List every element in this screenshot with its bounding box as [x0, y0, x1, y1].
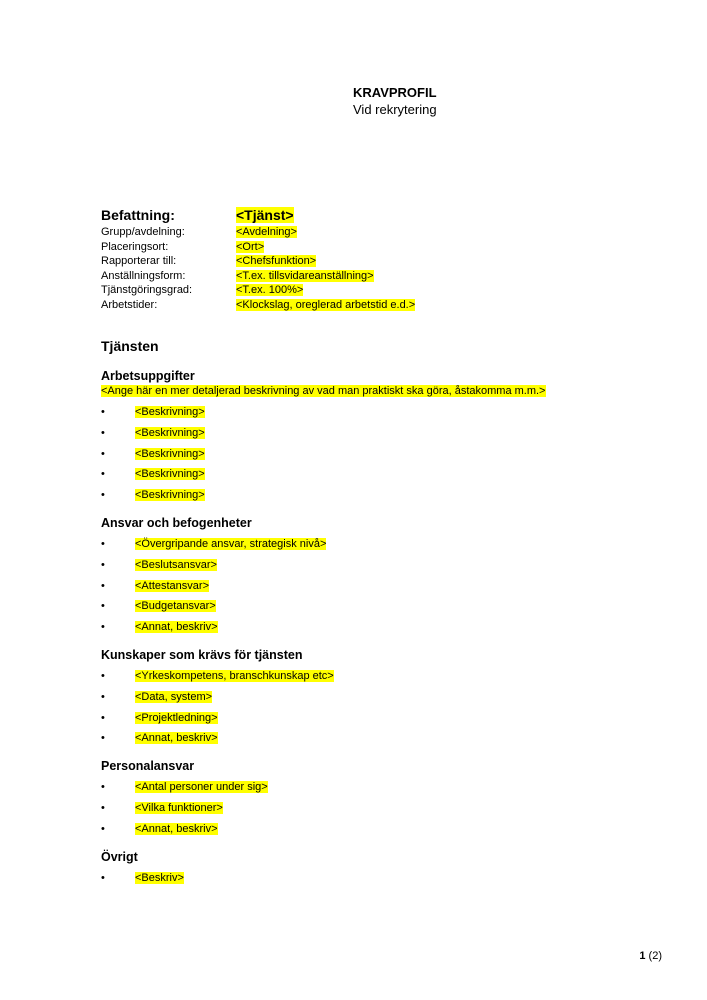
fact-value-placeholder: <Klockslag, oreglerad arbetstid e.d.> — [236, 298, 416, 311]
list-item-placeholder: <Vilka funktioner> — [135, 801, 223, 814]
position-facts — [101, 207, 661, 312]
bullet-list — [101, 402, 681, 506]
list-item-placeholder: <Annat, beskriv> — [135, 822, 218, 835]
group-title: Arbetsuppgifter — [101, 369, 195, 383]
list-item — [101, 444, 681, 465]
document-title: KRAVPROFIL — [353, 85, 437, 100]
list-item-placeholder: <Attestansvar> — [135, 579, 209, 592]
bullet-icon: • — [101, 801, 105, 814]
bullet-icon: • — [101, 489, 105, 502]
requirement-group — [101, 647, 681, 749]
fact-label: Arbetstider: — [101, 298, 158, 311]
list-item — [101, 555, 681, 576]
page-number-total: (2) — [648, 950, 662, 962]
list-item-placeholder: <Annat, beskriv> — [135, 621, 218, 634]
list-item-placeholder: <Data, system> — [135, 690, 213, 703]
document-subtitle: Vid rekrytering — [353, 102, 437, 117]
bullet-icon: • — [101, 600, 105, 613]
page-number-current: 1 — [639, 950, 646, 962]
bullet-icon: • — [101, 558, 105, 571]
group-title: Ansvar och befogenheter — [101, 515, 252, 530]
group-title: Övrigt — [101, 849, 138, 864]
fact-value-placeholder: <Tjänst> — [236, 207, 294, 223]
list-item — [101, 464, 681, 485]
fact-value-placeholder: <Ort> — [236, 240, 265, 253]
fact-row — [101, 283, 661, 298]
fact-row — [101, 225, 661, 240]
list-item — [101, 596, 681, 617]
list-item-placeholder: <Beskrivning> — [135, 426, 205, 439]
bullet-list — [101, 666, 681, 749]
fact-label: Tjänstgöringsgrad: — [101, 284, 193, 296]
list-item — [101, 666, 681, 687]
bullet-icon: • — [101, 871, 105, 884]
fact-row — [101, 298, 661, 313]
group-title: Personalansvar — [101, 759, 195, 774]
fact-row — [101, 240, 661, 255]
requirement-group — [101, 849, 681, 889]
requirement-group — [101, 368, 681, 506]
list-item-placeholder: <Beskrivning> — [135, 406, 205, 418]
list-item-placeholder: <Övergripande ansvar, strategisk nivå> — [135, 537, 327, 550]
bullet-icon: • — [101, 621, 105, 634]
list-item — [101, 868, 681, 889]
requirement-group — [101, 758, 681, 839]
page-number — [639, 950, 662, 962]
list-item-placeholder: <Beskrivning> — [135, 489, 205, 502]
fact-row-befattning — [101, 207, 661, 224]
bullet-icon: • — [101, 781, 105, 794]
fact-label: Placeringsort: — [101, 240, 169, 253]
fact-value-placeholder: <Avdelning> — [236, 226, 297, 238]
list-item — [101, 777, 681, 798]
bullet-icon: • — [101, 690, 105, 703]
list-item — [101, 617, 681, 638]
fact-label: Anställningsform: — [101, 269, 186, 282]
list-item — [101, 534, 681, 555]
list-item — [101, 423, 681, 444]
list-item-placeholder: <Beskrivning> — [135, 447, 205, 460]
bullet-icon: • — [101, 447, 105, 460]
list-item-placeholder: <Beskrivning> — [135, 468, 205, 481]
list-item — [101, 687, 681, 708]
section-title: Tjänsten — [101, 338, 159, 354]
list-item-placeholder: <Beslutsansvar> — [135, 558, 217, 571]
list-item-placeholder: <Annat, beskriv> — [135, 732, 218, 745]
list-item — [101, 819, 681, 840]
bullet-icon: • — [101, 468, 105, 481]
bullet-icon: • — [101, 579, 105, 592]
list-item-placeholder: <Projektledning> — [135, 711, 218, 724]
bullet-list — [101, 534, 681, 638]
list-item-placeholder: <Yrkeskompetens, branschkunskap etc> — [135, 669, 334, 682]
group-intro-placeholder: <Ange här en mer detaljerad beskrivning av vad man praktiskt ska göra, åstakomma m.m.> — [101, 385, 546, 397]
requirement-group — [101, 515, 681, 638]
fact-value-placeholder: <Chefsfunktion> — [236, 255, 317, 267]
bullet-icon: • — [101, 711, 105, 724]
bullet-icon: • — [101, 669, 105, 682]
bullet-icon: • — [101, 426, 105, 439]
list-item-placeholder: <Antal personer under sig> — [135, 781, 268, 794]
bullet-list — [101, 868, 681, 889]
list-item — [101, 728, 681, 749]
list-item — [101, 576, 681, 597]
fact-label: Grupp/avdelning: — [101, 226, 185, 238]
fact-row — [101, 254, 661, 269]
list-item-placeholder: <Beskriv> — [135, 871, 184, 884]
list-item-placeholder: <Budgetansvar> — [135, 600, 216, 613]
list-item — [101, 485, 681, 506]
bullet-list — [101, 777, 681, 839]
bullet-icon: • — [101, 822, 105, 835]
fact-value-placeholder: <T.ex. tillsvidareanställning> — [236, 269, 374, 282]
bullet-icon: • — [101, 537, 105, 550]
fact-label: Rapporterar till: — [101, 255, 177, 267]
bullet-icon: • — [101, 406, 105, 418]
fact-value-placeholder: <T.ex. 100%> — [236, 284, 304, 296]
list-item — [101, 402, 681, 423]
requirements-content — [101, 368, 681, 897]
group-title: Kunskaper som krävs för tjänsten — [101, 647, 303, 662]
fact-row — [101, 269, 661, 284]
list-item — [101, 708, 681, 729]
group-intro — [101, 384, 681, 398]
bullet-icon: • — [101, 732, 105, 745]
list-item — [101, 798, 681, 819]
fact-label: Befattning: — [101, 207, 175, 223]
